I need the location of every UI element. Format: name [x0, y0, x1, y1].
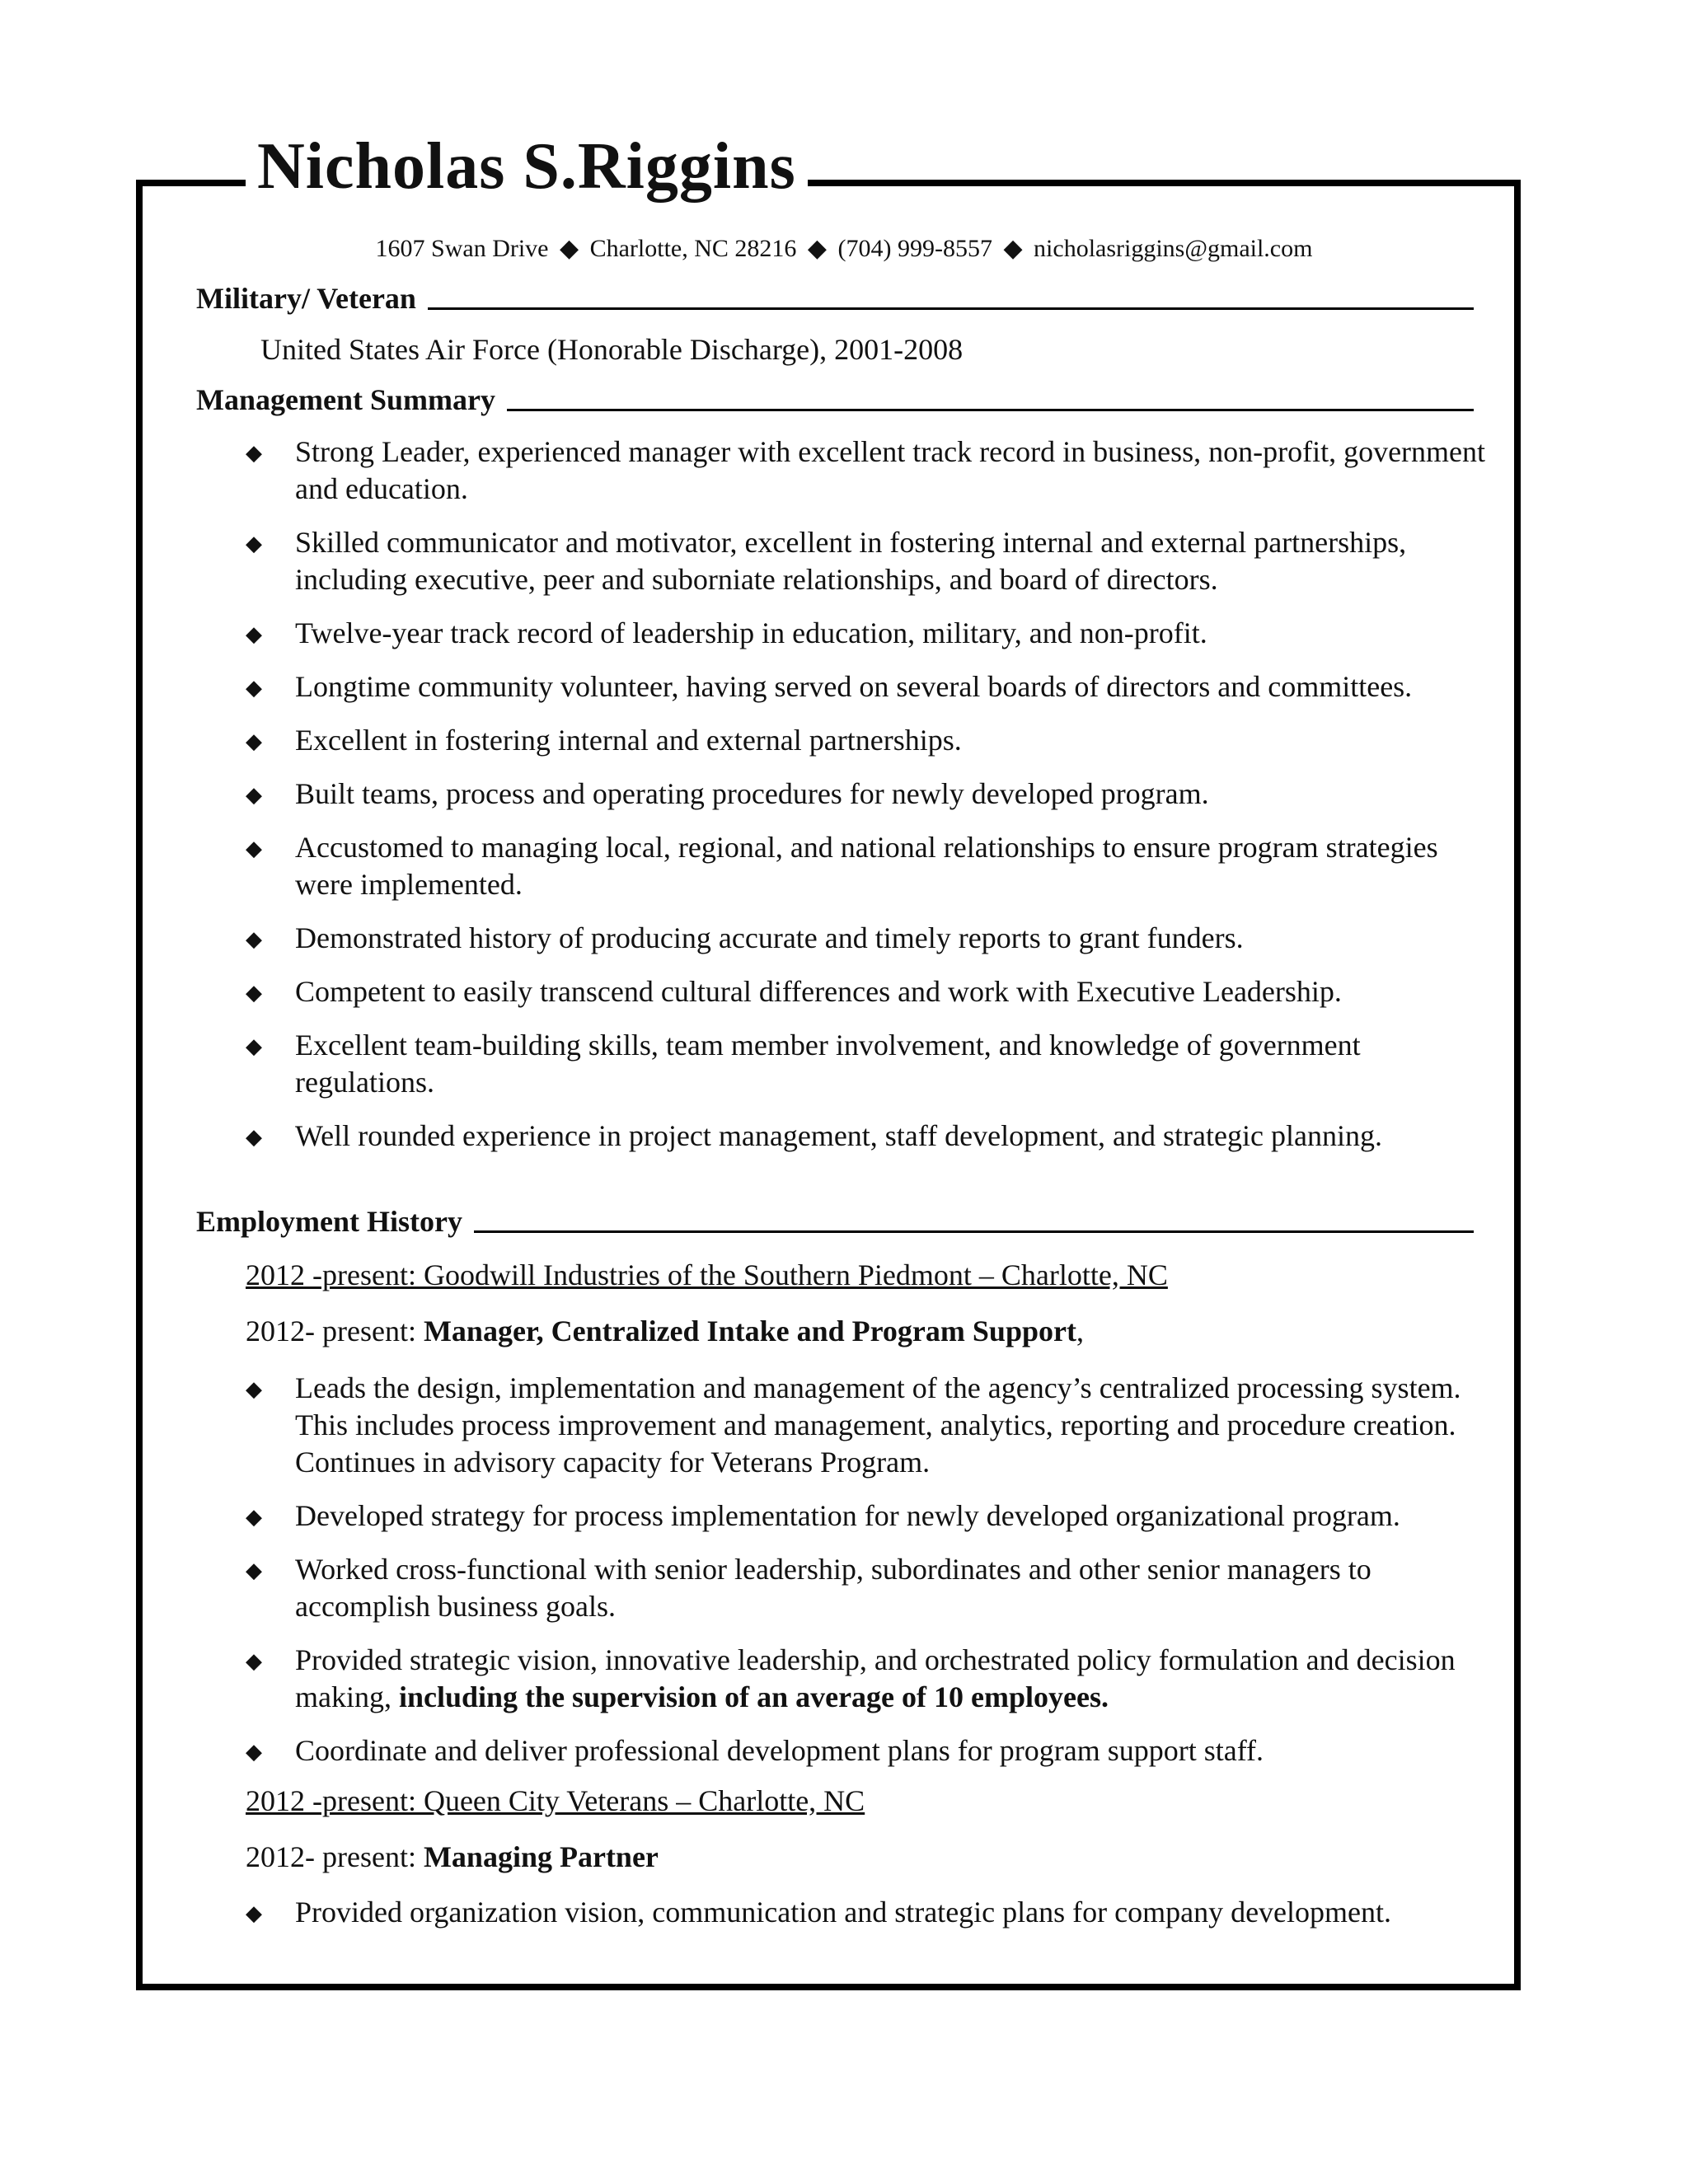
- diamond-bullet-icon: ◆: [246, 927, 262, 951]
- diamond-bullet-icon: ◆: [246, 1558, 262, 1582]
- section-heading-summary: [196, 382, 1474, 418]
- diamond-bullet-icon: ◆: [246, 1740, 262, 1764]
- list-item: ◆ Provided organization vision, communication and strategic plans for company development.: [246, 1894, 1490, 1931]
- diamond-bullet-icon: ◆: [246, 981, 262, 1005]
- list-item: ◆ Coordinate and deliver professional development plans for program support staff.: [246, 1732, 1490, 1769]
- role-line-qcv: 2012- present: Managing Partner: [246, 1840, 659, 1873]
- diamond-bullet-icon: ◆: [246, 622, 262, 646]
- diamond-bullet-icon: ◆: [246, 532, 262, 555]
- diamond-separator-icon: ◆: [807, 235, 827, 262]
- diamond-bullet-icon: ◆: [246, 783, 262, 807]
- role-title: Managing Partner: [423, 1840, 659, 1873]
- contact-line: [0, 232, 1688, 265]
- list-item: ◆ Demonstrated history of producing accurate and timely reports to grant funders.: [246, 920, 1490, 957]
- list-item: ◆ Accustomed to managing local, regional, and national relationships to ensure program strategies were implemented.: [246, 831, 1438, 901]
- contact-city: Charlotte, NC 28216: [589, 235, 797, 262]
- diamond-bullet-icon: ◆: [246, 1505, 262, 1529]
- role-title: Manager, Centralized Intake and Program Support: [423, 1315, 1076, 1347]
- diamond-bullet-icon: ◆: [246, 1034, 262, 1058]
- list-item: ◆ Well rounded experience in project management, staff development, and strategic planning.: [246, 1118, 1490, 1155]
- diamond-separator-icon: ◆: [560, 235, 579, 262]
- list-item: ◆ Longtime community volunteer, having served on several boards of directors and committees.: [246, 668, 1490, 705]
- diamond-bullet-icon: ◆: [246, 441, 262, 465]
- contact-address: 1607 Swan Drive: [375, 235, 549, 262]
- diamond-bullet-icon: ◆: [246, 729, 262, 753]
- heading-rule: [507, 409, 1474, 411]
- diamond-bullet-icon: ◆: [246, 1901, 262, 1925]
- heading-rule: [474, 1230, 1474, 1233]
- section-heading-military: [196, 280, 1474, 316]
- section-heading-label: Management Summary: [196, 383, 495, 416]
- list-item: ◆ Worked cross-functional with senior leadership, subordinates and other senior managers to accomplish business goals.: [246, 1553, 1372, 1623]
- section-heading-label: Employment History: [196, 1205, 462, 1238]
- list-item: ◆ Excellent team-building skills, team member involvement, and knowledge of government regulations.: [246, 1029, 1361, 1099]
- contact-email[interactable]: nicholasriggins@gmail.com: [1034, 235, 1313, 262]
- qcv-duties: [246, 1894, 1490, 1931]
- contact-phone: (704) 999-8557: [837, 235, 992, 262]
- list-item: ◆ Built teams, process and operating procedures for newly developed program.: [246, 776, 1490, 813]
- diamond-bullet-icon: ◆: [246, 1649, 262, 1673]
- diamond-bullet-icon: ◆: [246, 1377, 262, 1401]
- candidate-name: Nicholas S.Riggins: [246, 125, 808, 216]
- list-item: ◆ Developed strategy for process implementation for newly developed organizational program.: [246, 1497, 1490, 1535]
- diamond-bullet-icon: ◆: [246, 676, 262, 700]
- diamond-separator-icon: ◆: [1003, 235, 1023, 262]
- list-item: ◆ Excellent in fostering internal and external partnerships.: [246, 722, 1490, 759]
- military-entry: United States Air Force (Honorable Discharge), 2001-2008: [260, 333, 964, 366]
- list-item: ◆ Twelve-year track record of leadership in education, military, and non-profit.: [246, 615, 1490, 652]
- list-item: ◆ Provided strategic vision, innovative leadership, and orchestrated policy formulation and decision making, including the supervision of an average of 10 employees.: [246, 1643, 1456, 1713]
- list-item: ◆ Competent to easily transcend cultural differences and work with Executive Leadership.: [246, 973, 1490, 1010]
- diamond-bullet-icon: ◆: [246, 837, 262, 860]
- list-item: ◆ Leads the design, implementation and management of the agency’s centralized processing system. This includes process improvement and management, analytics, reporting and procedure creation. Continues in advisory capacity for Veterans Program.: [246, 1371, 1461, 1479]
- diamond-bullet-icon: ◆: [246, 1125, 262, 1149]
- employer-line-qcv: 2012 -present: Queen City Veterans – Charlotte, NC: [246, 1784, 865, 1817]
- section-heading-label: Military/ Veteran: [196, 282, 416, 315]
- section-heading-employment: [196, 1203, 1474, 1240]
- role-line-goodwill: 2012- present: Manager, Centralized Intake and Program Support,: [246, 1315, 1084, 1347]
- goodwill-duties: [246, 1370, 1490, 1769]
- list-item: ◆ Strong Leader, experienced manager with excellent track record in business, non-profit, government and education.: [246, 435, 1486, 505]
- heading-rule: [428, 307, 1474, 310]
- list-item: ◆ Skilled communicator and motivator, excellent in fostering internal and external partnerships, including executive, peer and suborniate relationships, and board of directors.: [246, 526, 1407, 596]
- employer-line-goodwill: 2012 -present: Goodwill Industries of the Southern Piedmont – Charlotte, NC: [246, 1258, 1168, 1291]
- summary-list: [246, 434, 1490, 1155]
